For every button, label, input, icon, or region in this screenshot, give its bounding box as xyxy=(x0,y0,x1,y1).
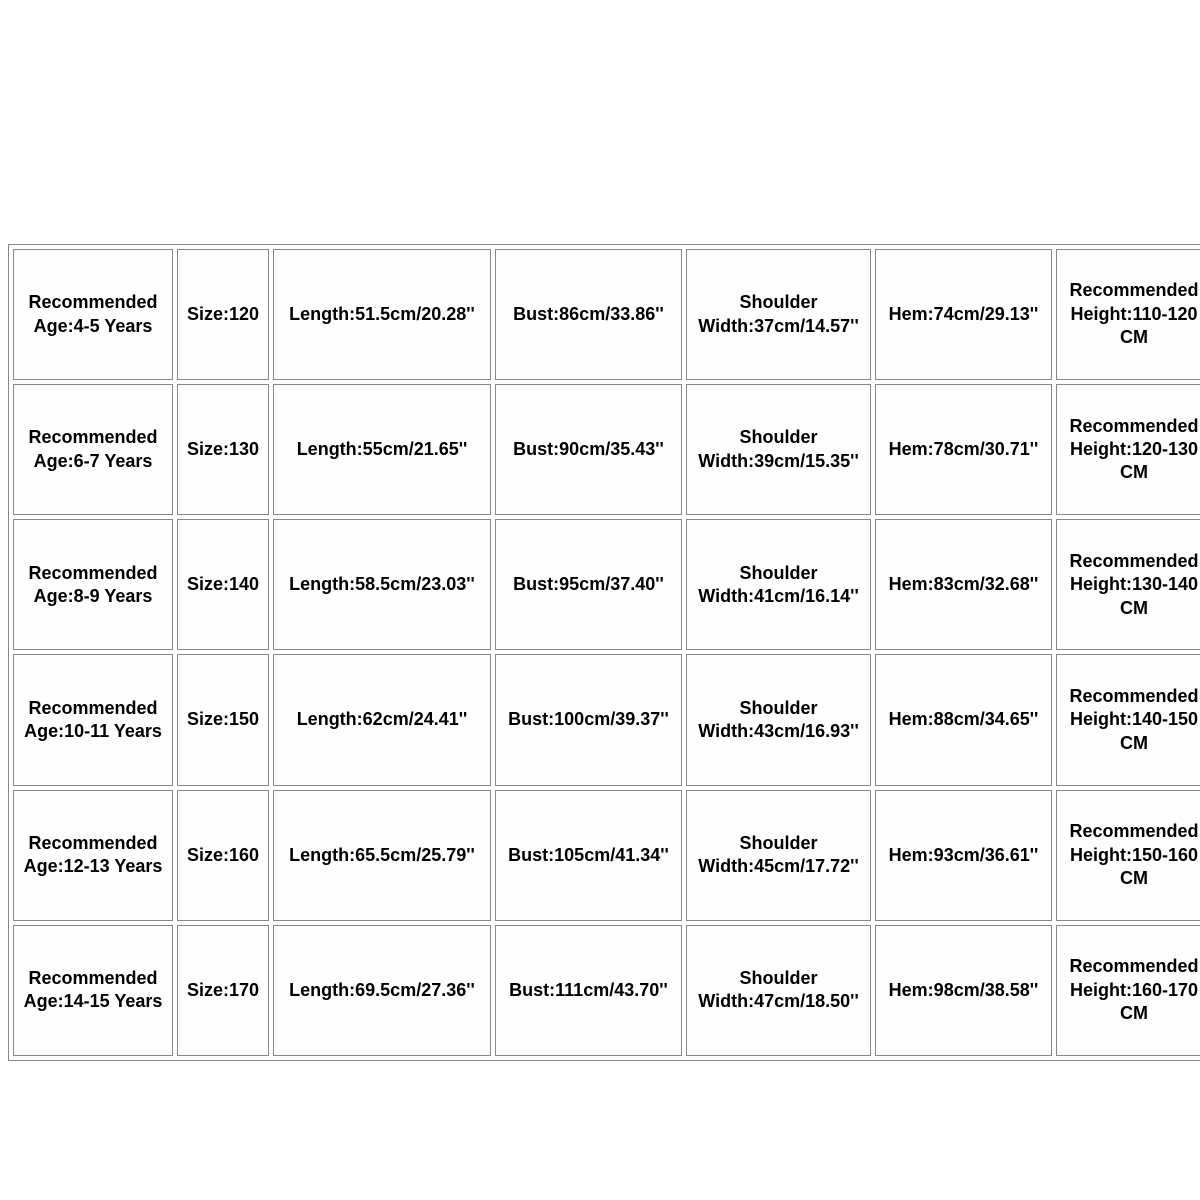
cell-length: Length:55cm/21.65'' xyxy=(273,384,491,515)
cell-age: Recommended Age:6-7 Years xyxy=(13,384,173,515)
cell-age: Recommended Age:8-9 Years xyxy=(13,519,173,650)
cell-length: Length:58.5cm/23.03'' xyxy=(273,519,491,650)
table-row xyxy=(13,925,1200,1056)
cell-bust: Bust:86cm/33.86'' xyxy=(495,249,682,380)
table-row xyxy=(13,384,1200,515)
cell-shoulder-width: Shoulder Width:47cm/18.50'' xyxy=(686,925,871,1056)
table-row xyxy=(13,519,1200,650)
cell-height: Recommended Height:140-150 CM xyxy=(1056,654,1200,785)
cell-hem: Hem:98cm/38.58'' xyxy=(875,925,1052,1056)
cell-size: Size:120 xyxy=(177,249,269,380)
cell-hem: Hem:93cm/36.61'' xyxy=(875,790,1052,921)
cell-shoulder-width: Shoulder Width:37cm/14.57'' xyxy=(686,249,871,380)
cell-height: Recommended Height:160-170 CM xyxy=(1056,925,1200,1056)
cell-age: Recommended Age:12-13 Years xyxy=(13,790,173,921)
size-chart-table xyxy=(8,244,1200,1061)
cell-shoulder-width: Shoulder Width:41cm/16.14'' xyxy=(686,519,871,650)
cell-size: Size:170 xyxy=(177,925,269,1056)
cell-shoulder-width: Shoulder Width:43cm/16.93'' xyxy=(686,654,871,785)
cell-bust: Bust:111cm/43.70'' xyxy=(495,925,682,1056)
size-chart xyxy=(8,244,1200,1061)
cell-shoulder-width: Shoulder Width:39cm/15.35'' xyxy=(686,384,871,515)
cell-size: Size:140 xyxy=(177,519,269,650)
cell-age: Recommended Age:10-11 Years xyxy=(13,654,173,785)
table-row xyxy=(13,654,1200,785)
cell-size: Size:130 xyxy=(177,384,269,515)
table-row xyxy=(13,249,1200,380)
cell-age: Recommended Age:4-5 Years xyxy=(13,249,173,380)
cell-length: Length:62cm/24.41'' xyxy=(273,654,491,785)
cell-length: Length:65.5cm/25.79'' xyxy=(273,790,491,921)
cell-length: Length:51.5cm/20.28'' xyxy=(273,249,491,380)
cell-age: Recommended Age:14-15 Years xyxy=(13,925,173,1056)
cell-height: Recommended Height:150-160 CM xyxy=(1056,790,1200,921)
cell-size: Size:150 xyxy=(177,654,269,785)
cell-hem: Hem:74cm/29.13'' xyxy=(875,249,1052,380)
cell-length: Length:69.5cm/27.36'' xyxy=(273,925,491,1056)
table-row xyxy=(13,790,1200,921)
cell-bust: Bust:90cm/35.43'' xyxy=(495,384,682,515)
cell-bust: Bust:100cm/39.37'' xyxy=(495,654,682,785)
cell-bust: Bust:95cm/37.40'' xyxy=(495,519,682,650)
cell-height: Recommended Height:130-140 CM xyxy=(1056,519,1200,650)
cell-height: Recommended Height:110-120 CM xyxy=(1056,249,1200,380)
cell-bust: Bust:105cm/41.34'' xyxy=(495,790,682,921)
cell-hem: Hem:78cm/30.71'' xyxy=(875,384,1052,515)
cell-hem: Hem:83cm/32.68'' xyxy=(875,519,1052,650)
cell-size: Size:160 xyxy=(177,790,269,921)
cell-height: Recommended Height:120-130 CM xyxy=(1056,384,1200,515)
cell-shoulder-width: Shoulder Width:45cm/17.72'' xyxy=(686,790,871,921)
cell-hem: Hem:88cm/34.65'' xyxy=(875,654,1052,785)
